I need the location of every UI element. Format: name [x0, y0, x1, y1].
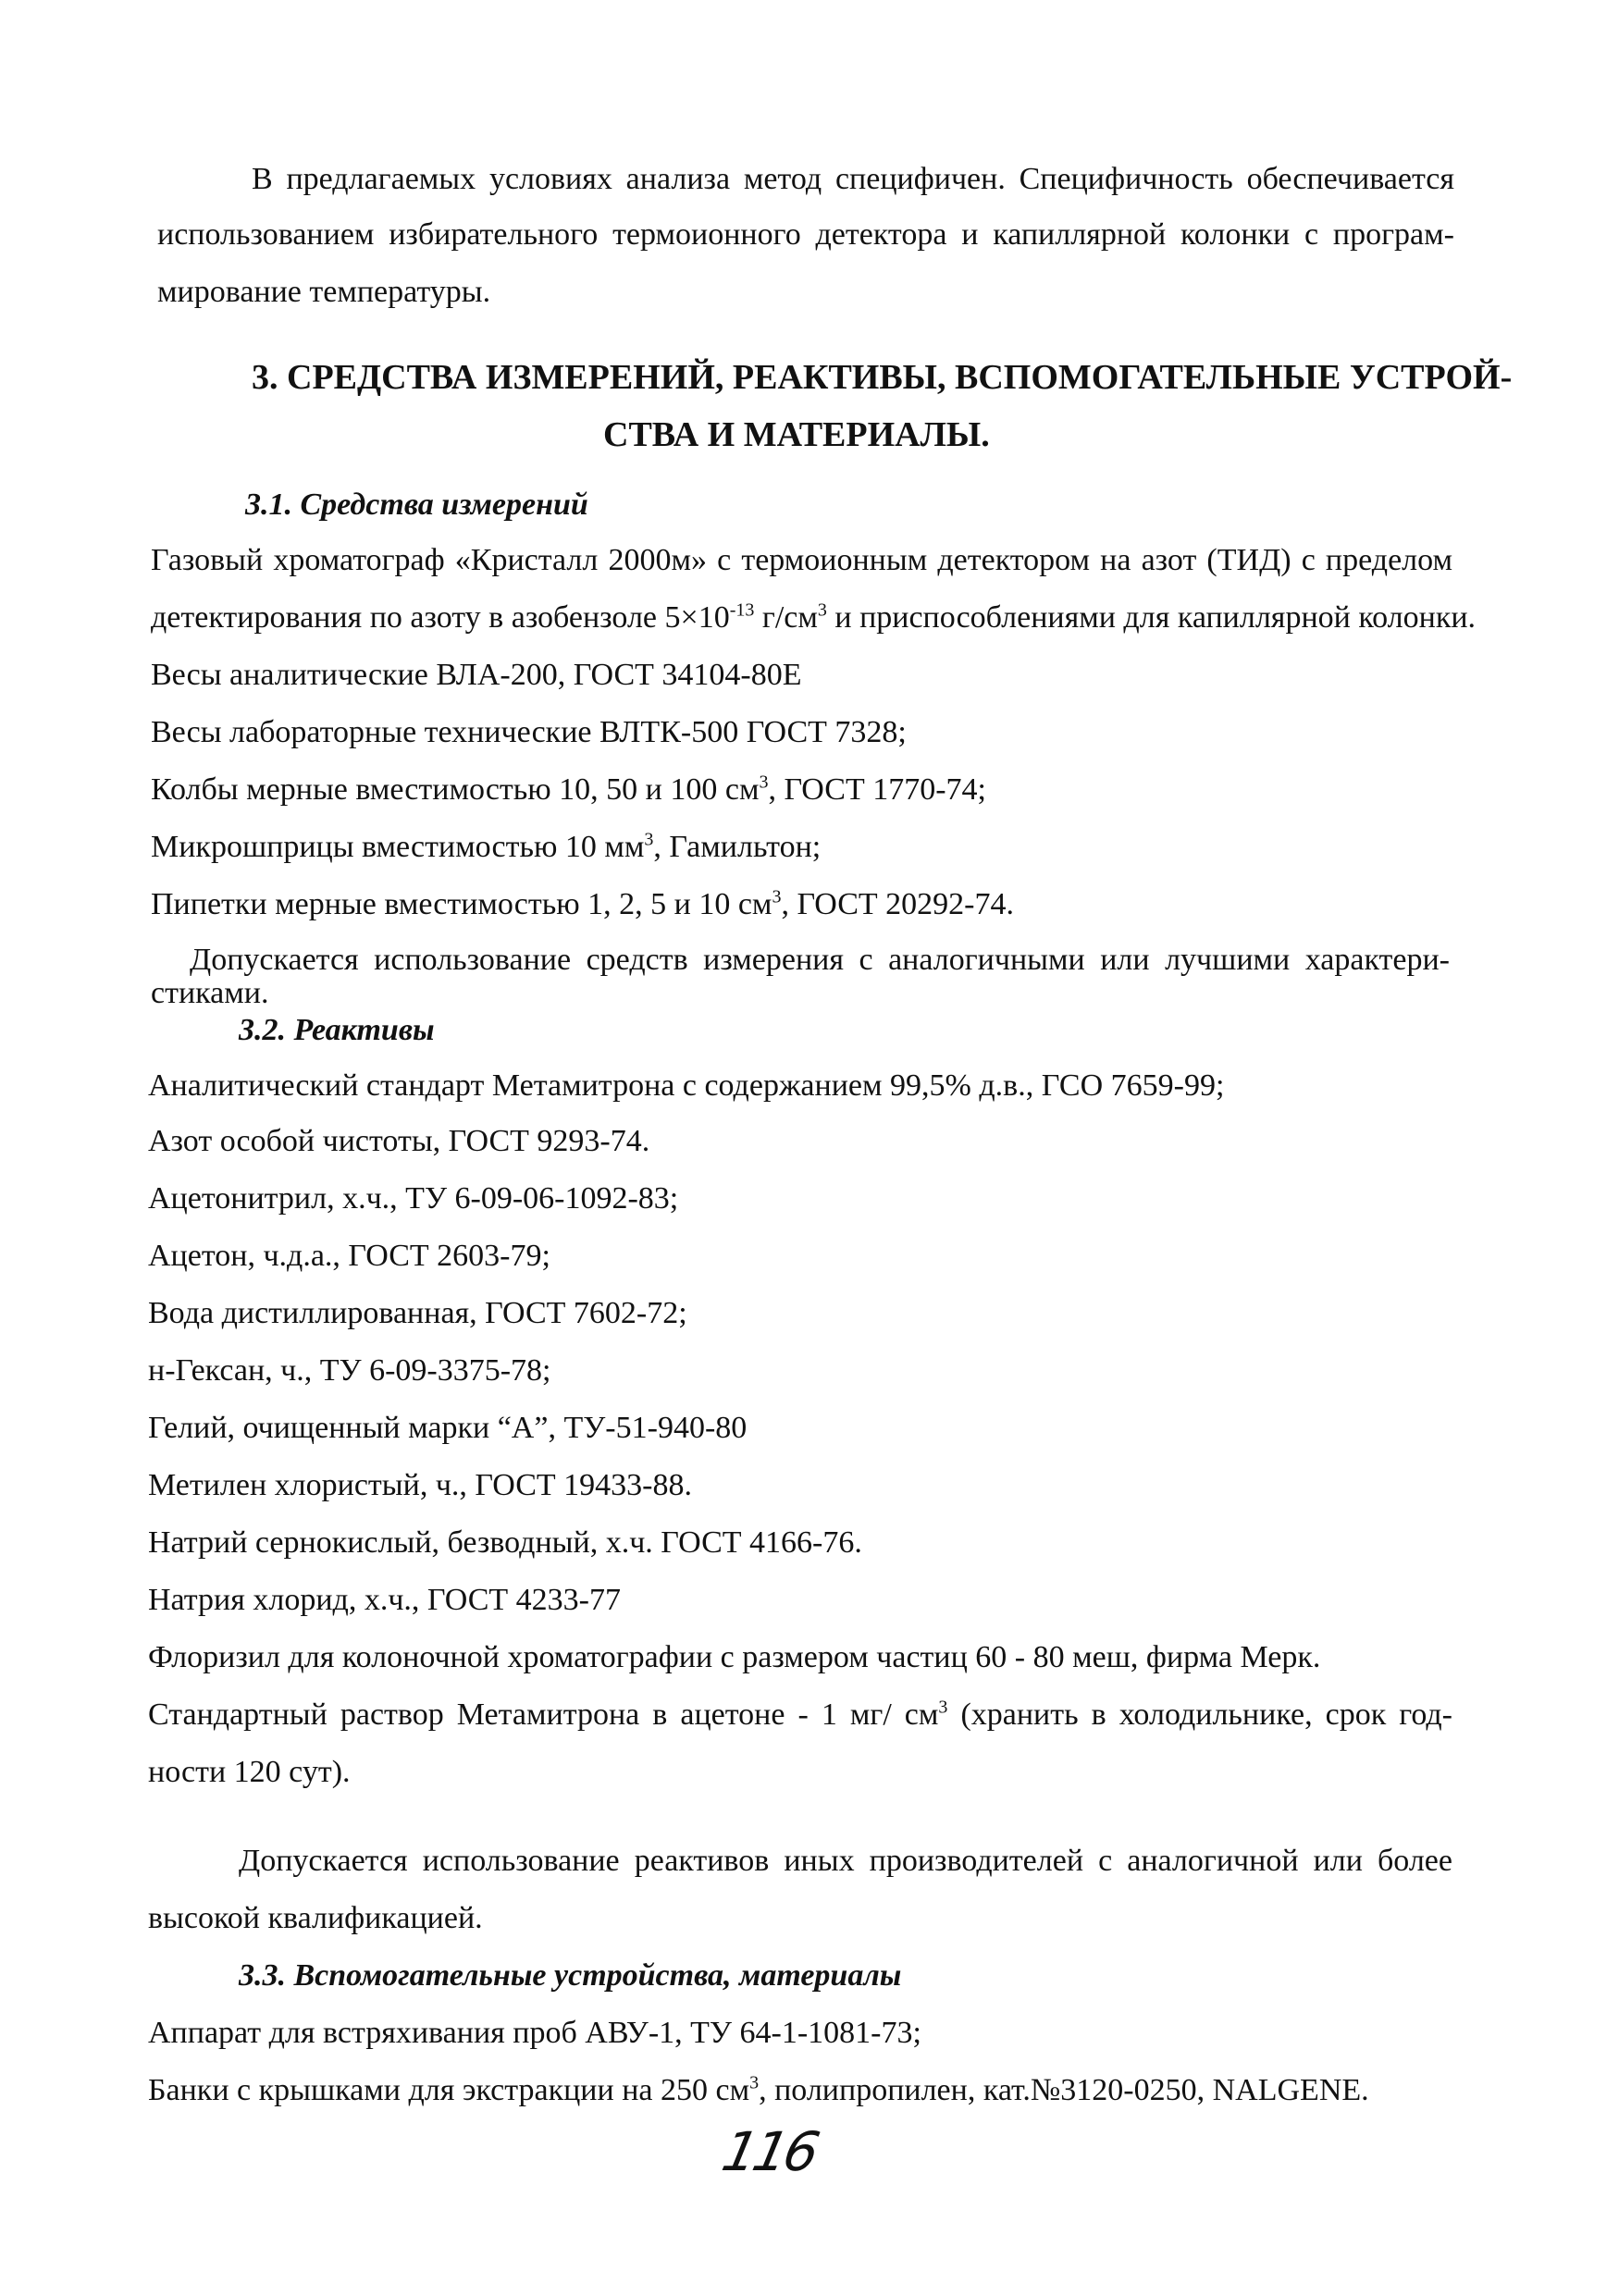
pipettes: Пипетки мерные вместимостью 1, 2, 5 и 10 $см^3$, ГОСТ 20292-74. [151, 886, 1014, 921]
standard-solution-line-1: Стандартный раствор Метамитрона в ацетоне - 1 мг/ $см^3$ (хранить в холодильнике, срок год- [148, 1697, 1452, 1732]
reagent-item: Аналитический стандарт Метамитрона с содержанием 99,5% д.в., ГСО 7659-99; [148, 1068, 1225, 1103]
shaker-apparatus: Аппарат для встряхивания проб АВУ-1, ТУ 64-1-1081-73; [148, 2016, 921, 2050]
measurement-allowed-line-2: стиками. [151, 976, 269, 1010]
scales-lab: Весы лабораторные технические ВЛТК-500 ГОСТ 7328; [151, 715, 907, 749]
scales-analytic: Весы аналитические ВЛА-200, ГОСТ 34104-80Е [151, 658, 802, 692]
extraction-jars: Банки с крышками для экстракции на 250 $см^3$, полипропилен, кат.№3120-0250, NALGENE. [148, 2072, 1369, 2107]
intro-line-3: мирование температуры. [157, 275, 491, 309]
reagent-item: н-Гексан, ч., ТУ 6-09-3375-78; [148, 1353, 551, 1388]
intro-line-2: использованием избирательного термоионного детектора и капиллярной колонки с програм- [157, 217, 1454, 252]
reagent-item: Флоризил для колоночной хроматографии с размером частиц 60 - 80 меш, фирма Мерк. [148, 1640, 1321, 1674]
subsection-3-1-title: 3.1. Средства измерений [245, 488, 588, 522]
reagents-allowed-line-1: Допускается использование реактивов иных производителей с аналогичной или более [239, 1844, 1452, 1878]
reagent-item: Метилен хлористый, ч., ГОСТ 19433-88. [148, 1468, 692, 1502]
subsection-3-2-title: 3.2. Реактивы [239, 1013, 435, 1047]
intro-line-1: В предлагаемых условиях анализа метод специфичен. Специфичность обеспечивается [252, 162, 1454, 196]
subsection-3-3-title: 3.3. Вспомогательные устройства, материалы [239, 1958, 902, 1993]
reagent-item: Ацетон, ч.д.а., ГОСТ 2603-79; [148, 1239, 550, 1273]
reagent-item: Натрия хлорид, х.ч., ГОСТ 4233-77 [148, 1583, 621, 1617]
measurement-allowed-line-1: Допускается использование средств измерения с аналогичными или лучшими характери- [190, 943, 1450, 977]
volumetric-flasks: Колбы мерные вместимостью 10, 50 и 100 $см^3$, ГОСТ 1770-74; [151, 772, 986, 807]
section-3-title-line-1: 3. СРЕДСТВА ИЗМЕРЕНИЙ, РЕАКТИВЫ, ВСПОМОГАТЕЛЬНЫЕ УСТРОЙ- [252, 358, 1513, 397]
reagent-item: Азот особой чистоты, ГОСТ 9293-74. [148, 1124, 650, 1158]
reagent-item: Гелий, очищенный марки “А”, ТУ-51-940-80 [148, 1411, 748, 1445]
microsyringes: Микрошприцы вместимостью 10 $мм^3$, Гамильтон; [151, 829, 822, 864]
reagent-item: Вода дистиллированная, ГОСТ 7602-72; [148, 1296, 687, 1330]
chromatograph-line-1: Газовый хроматограф «Кристалл 2000м» с термоионным детектором на азот (ТИД) с пределом [151, 543, 1452, 577]
page-number: 116 [716, 2120, 822, 2183]
reagent-item: Ацетонитрил, х.ч., ТУ 6-09-06-1092-83; [148, 1181, 679, 1216]
standard-solution-line-2: ности 120 сут). [148, 1755, 351, 1789]
reagent-item: Натрий сернокислый, безводный, х.ч. ГОСТ 4166-76. [148, 1525, 862, 1560]
chromatograph-line-2: детектирования по азоту в азобензоле $5\times 10^{-13}$ $г/см^3$ и приспособлениями для капиллярной колонки. [151, 599, 1477, 635]
section-3-title-line-2: СТВА И МАТЕРИАЛЫ. [603, 415, 990, 454]
reagents-allowed-line-2: высокой квалификацией. [148, 1901, 483, 1935]
